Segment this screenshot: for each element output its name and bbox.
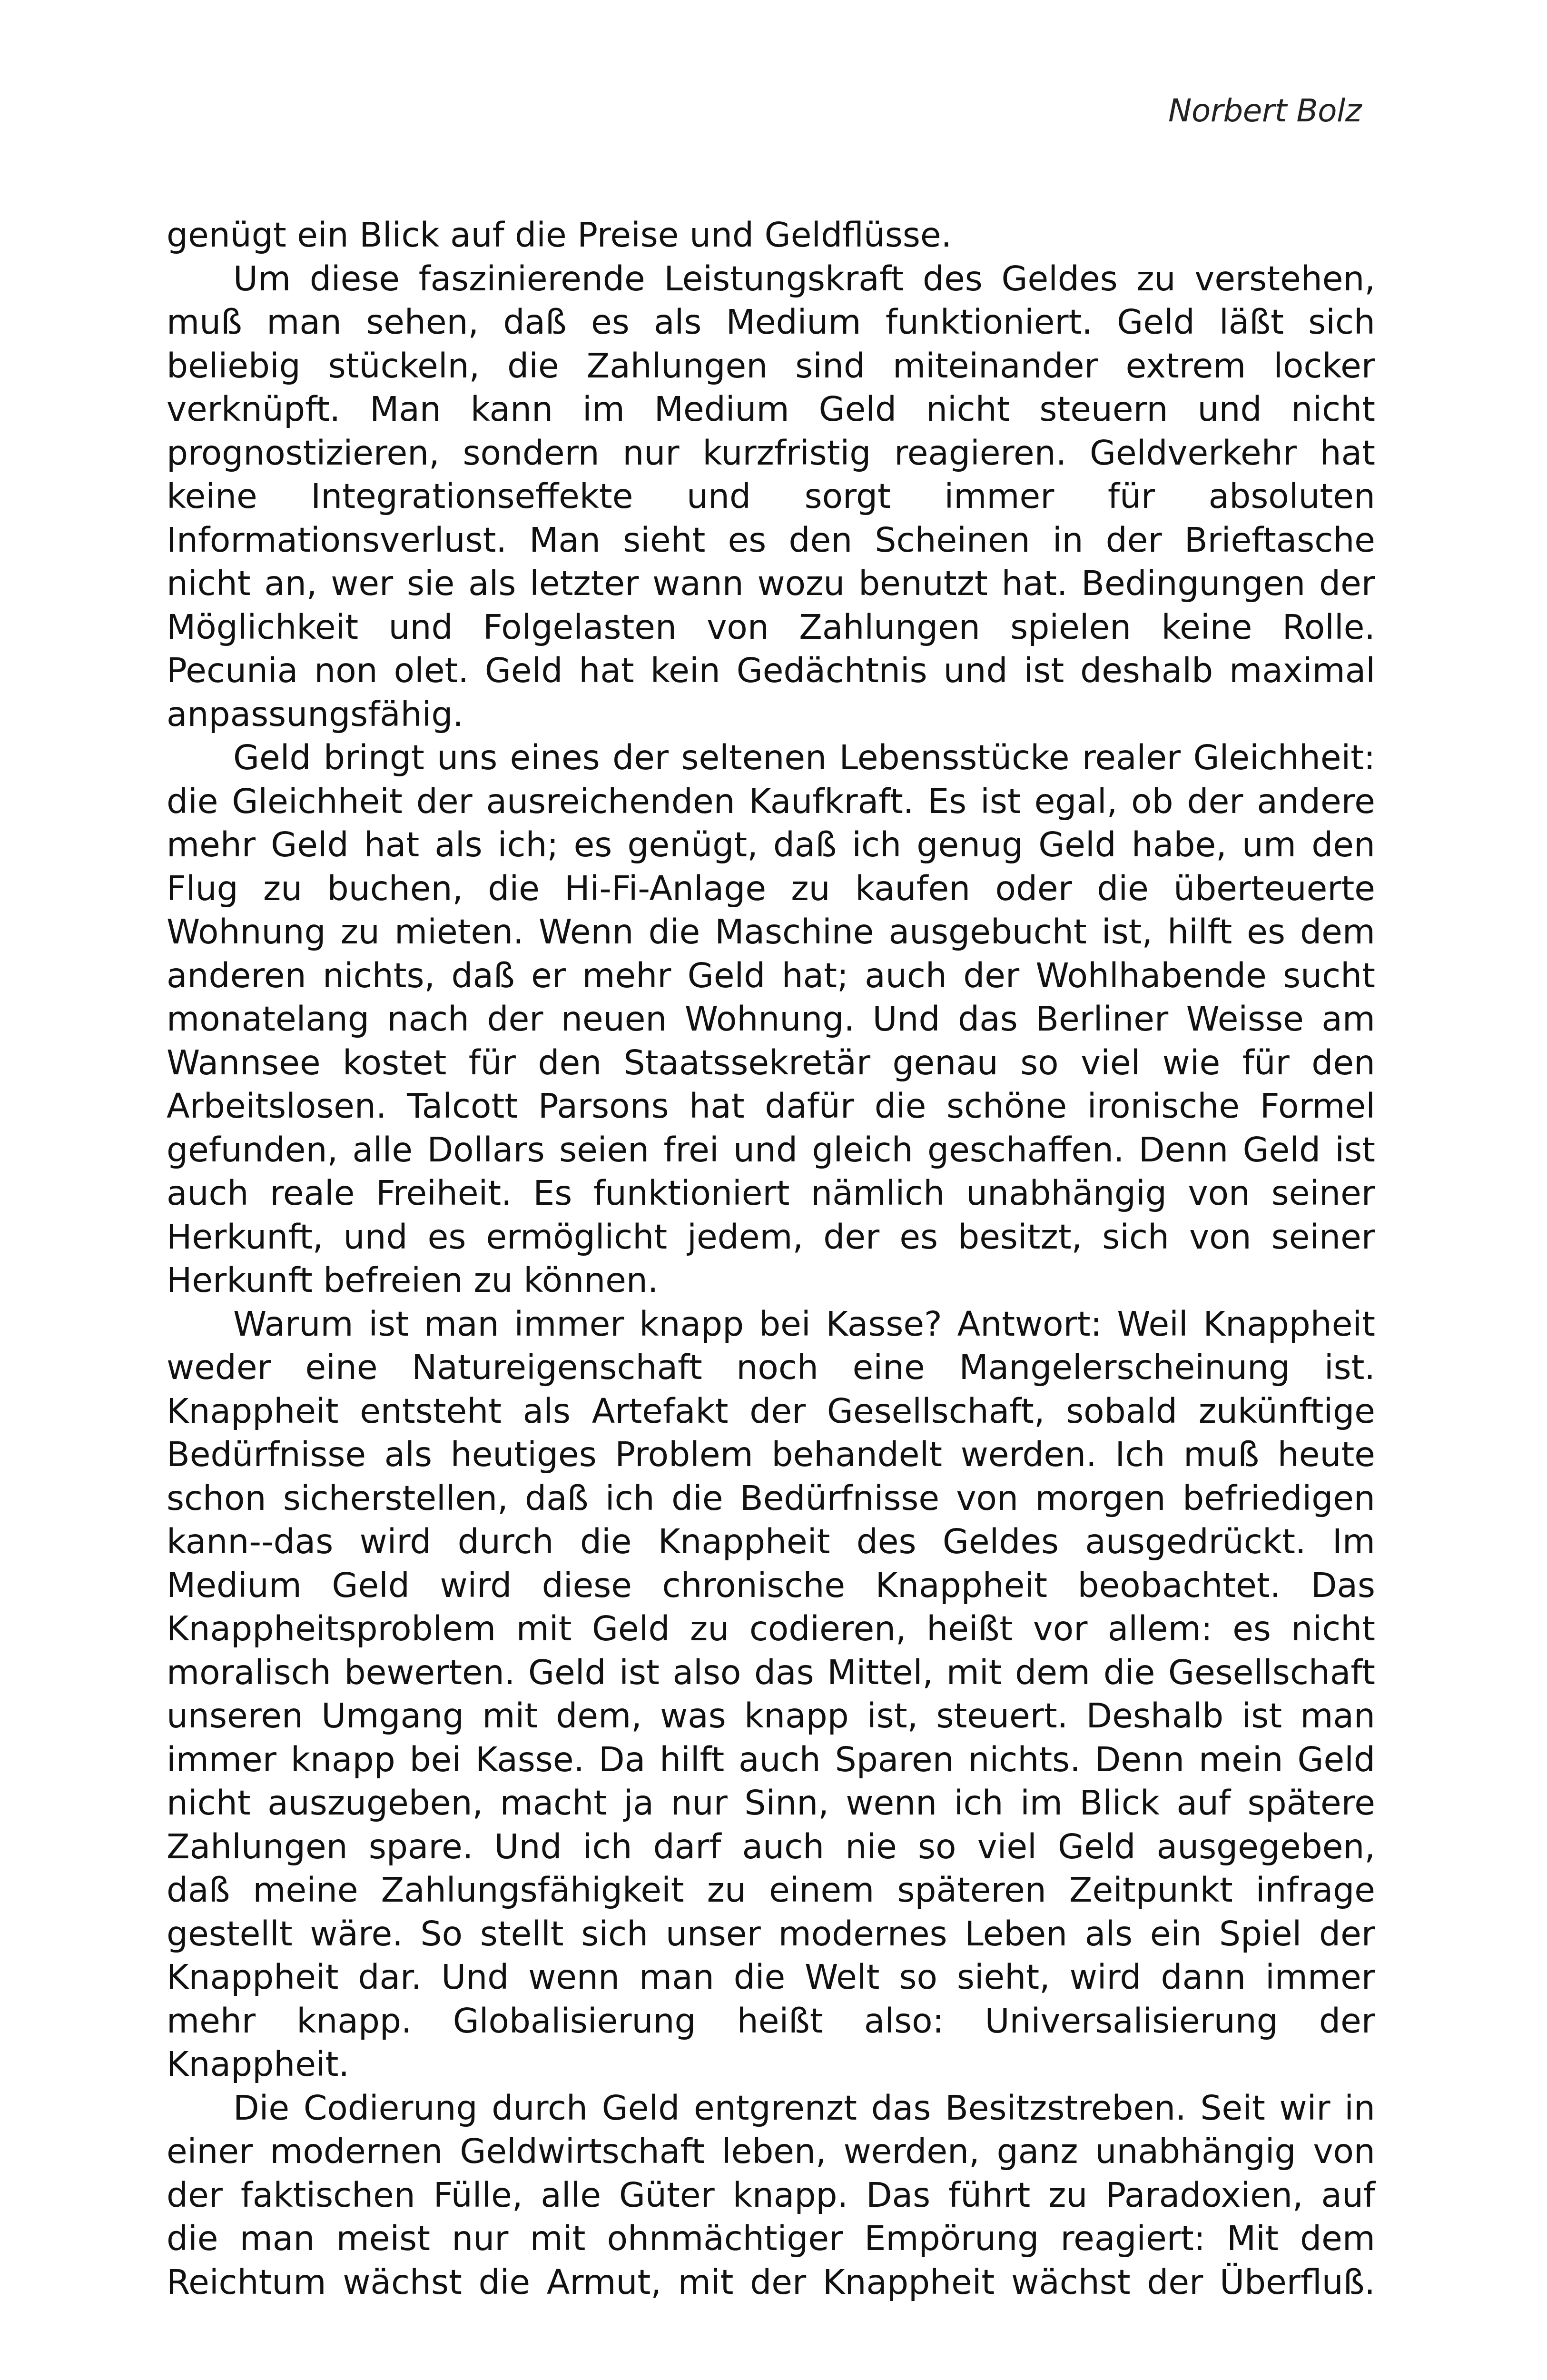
text-line: Pecunia non olet. Geld hat kein Gedächtnis und ist deshalb maximal — [167, 651, 1375, 690]
text-line: moralisch bewerten. Geld ist also das Mittel, mit dem die Gesellschaft — [167, 1652, 1375, 1692]
text-line: Geld bringt uns eines der seltenen Lebensstücke realer Gleichheit: — [233, 738, 1375, 777]
text-line: verknüpft. Man kann im Medium Geld nicht steuern und nicht — [167, 389, 1375, 429]
text-line: Um diese faszinierende Leistungskraft des Geldes zu verstehen, — [233, 258, 1375, 298]
running-head-author: Norbert Bolz — [1168, 92, 1361, 129]
body-text — [167, 213, 1375, 2304]
text-line: Herkunft, und es ermöglicht jedem, der es besitzt, sich von seiner — [167, 1217, 1375, 1257]
text-line: genügt ein Blick auf die Preise und Geldflüsse. — [167, 215, 952, 255]
text-line: Knappheit. — [167, 2044, 350, 2084]
text-line: Knappheit dar. Und wenn man die Welt so sieht, wird dann immer — [167, 1957, 1375, 1997]
text-line: Arbeitslosen. Talcott Parsons hat dafür die schöne ironische Formel — [167, 1086, 1375, 1126]
text-line: Die Codierung durch Geld entgrenzt das Besitzstreben. Seit wir in — [233, 2088, 1375, 2128]
text-line: mehr Geld hat als ich; es genügt, daß ich genug Geld habe, um den — [167, 825, 1375, 864]
text-line: Flug zu buchen, die Hi-Fi-Anlage zu kaufen oder die überteuerte — [167, 868, 1375, 908]
text-line: Warum ist man immer knapp bei Kasse? Antwort: Weil Knappheit — [233, 1304, 1375, 1344]
text-line: daß meine Zahlungsfähigkeit zu einem späteren Zeitpunkt infrage — [167, 1870, 1375, 1910]
text-line: Bedürfnisse als heutiges Problem behandelt werden. Ich muß heute — [167, 1435, 1375, 1474]
text-line: anpassungsfähig. — [167, 694, 463, 734]
text-line: Wannsee kostet für den Staatssekretär genau so viel wie für den — [167, 1042, 1375, 1082]
text-line: Informationsverlust. Man sieht es den Scheinen in der Brieftasche — [167, 520, 1375, 560]
text-line: keine Integrationseffekte und sorgt immer für absoluten — [167, 476, 1375, 516]
text-line: schon sicherstellen, daß ich die Bedürfnisse von morgen befriedigen — [167, 1478, 1375, 1518]
text-line: weder eine Natureigenschaft noch eine Mangelerscheinung ist. — [167, 1348, 1375, 1387]
text-line: Zahlungen spare. Und ich darf auch nie so viel Geld ausgegeben, — [167, 1826, 1375, 1866]
text-line: die Gleichheit der ausreichenden Kaufkraft. Es ist egal, ob der andere — [167, 781, 1375, 821]
text-line: auch reale Freiheit. Es funktioniert nämlich unabhängig von seiner — [167, 1173, 1375, 1213]
text-line: gefunden, alle Dollars seien frei und gleich geschaffen. Denn Geld ist — [167, 1130, 1375, 1170]
text-line: anderen nichts, daß er mehr Geld hat; auch der Wohlhabende sucht — [167, 955, 1375, 995]
text-line: prognostizieren, sondern nur kurzfristig reagieren. Geldverkehr hat — [167, 433, 1375, 473]
text-line: monatelang nach der neuen Wohnung. Und das Berliner Weisse am — [167, 999, 1375, 1039]
text-line: nicht auszugeben, macht ja nur Sinn, wenn ich im Blick auf spätere — [167, 1783, 1375, 1823]
text-line: Reichtum wächst die Armut, mit der Knappheit wächst der Überfluß. — [167, 2262, 1375, 2302]
text-line: gestellt wäre. So stellt sich unser modernes Leben als ein Spiel der — [167, 1914, 1375, 1954]
text-line: Knappheitsproblem mit Geld zu codieren, heißt vor allem: es nicht — [167, 1609, 1375, 1648]
text-line: Knappheit entsteht als Artefakt der Gesellschaft, sobald zukünftige — [167, 1391, 1375, 1431]
text-line: unseren Umgang mit dem, was knapp ist, steuert. Deshalb ist man — [167, 1696, 1375, 1735]
text-line: die man meist nur mit ohnmächtiger Empörung reagiert: Mit dem — [167, 2219, 1375, 2258]
text-line: immer knapp bei Kasse. Da hilft auch Sparen nichts. Denn mein Geld — [167, 1739, 1375, 1779]
text-line: einer modernen Geldwirtschaft leben, werden, ganz unabhängig von — [167, 2132, 1375, 2171]
text-line: beliebig stückeln, die Zahlungen sind miteinander extrem locker — [167, 346, 1375, 386]
text-line: nicht an, wer sie als letzter wann wozu benutzt hat. Bedingungen der — [167, 564, 1375, 603]
text-line: mehr knapp. Globalisierung heißt also: Universalisierung der — [167, 2001, 1375, 2041]
text-line: Herkunft befreien zu können. — [167, 1260, 659, 1300]
text-line: Wohnung zu mieten. Wenn die Maschine ausgebucht ist, hilft es dem — [167, 912, 1375, 952]
text-line: Medium Geld wird diese chronische Knappheit beobachtet. Das — [167, 1565, 1375, 1605]
text-line: muß man sehen, daß es als Medium funktioniert. Geld läßt sich — [167, 302, 1375, 342]
text-line: Möglichkeit und Folgelasten von Zahlungen spielen keine Rolle. — [167, 607, 1375, 647]
text-line: der faktischen Fülle, alle Güter knapp. Das führt zu Paradoxien, auf — [167, 2175, 1375, 2215]
text-line: kann--das wird durch die Knappheit des Geldes ausgedrückt. Im — [167, 1522, 1375, 1561]
